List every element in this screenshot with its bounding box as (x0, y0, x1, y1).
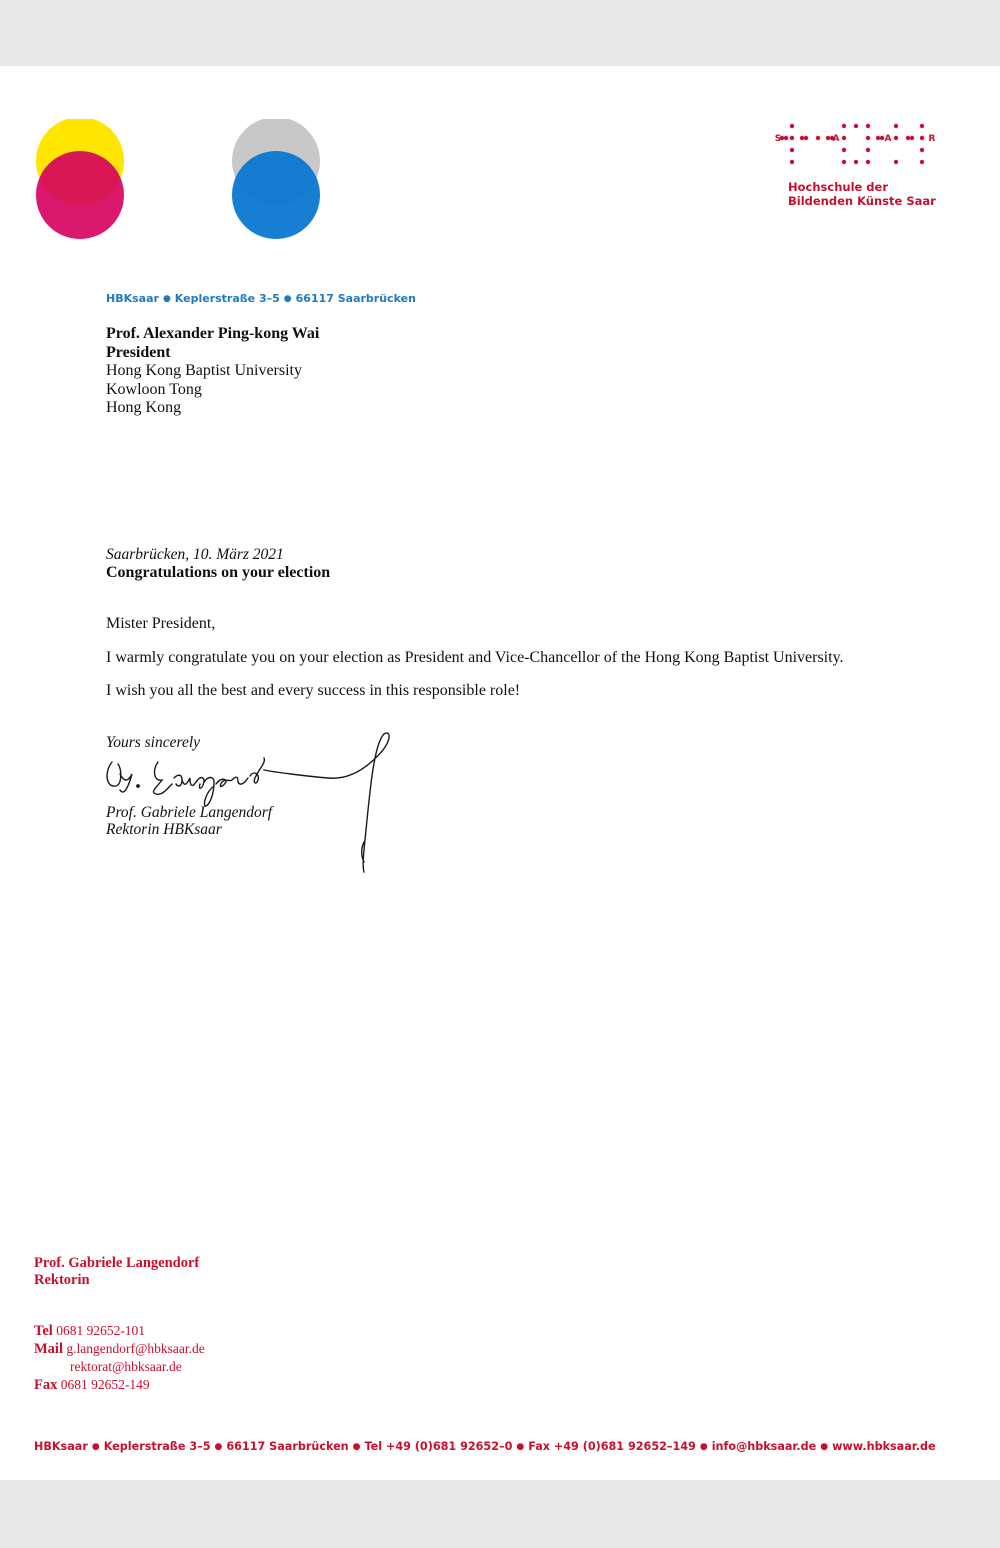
logo-dot (842, 160, 846, 164)
sender-city: 66117 Saarbrücken (295, 292, 416, 305)
hbk-logo (760, 116, 950, 208)
tel-value: 0681 92652-101 (56, 1323, 146, 1338)
logo-subtitle-line1: Hochschule der (788, 180, 889, 194)
logo-dot (894, 136, 898, 140)
logo-dot (920, 160, 924, 164)
footer-city: 66117 Saarbrücken (226, 1440, 349, 1453)
logo-letter: A (832, 134, 840, 144)
logo-dot (906, 136, 910, 140)
signer-name: Prof. Gabriele Langendorf (106, 804, 273, 821)
magenta-circle (36, 151, 124, 239)
recipient-institution: Hong Kong Baptist University (106, 362, 302, 379)
footer-org: HBKsaar (34, 1440, 88, 1453)
sidebar-name: Prof. Gabriele Langendorf (34, 1255, 200, 1271)
bullet-icon: ● (699, 1442, 708, 1452)
logo-letter: R (928, 134, 935, 144)
recipient-region: Hong Kong (106, 399, 182, 416)
logo-dot (920, 136, 924, 140)
sender-address-line (106, 292, 416, 305)
logo-dot (784, 136, 788, 140)
logo-letter: A (884, 134, 892, 144)
bullet-icon: ● (820, 1442, 829, 1452)
logo-dot (894, 124, 898, 128)
logo-dot (842, 148, 846, 152)
fax-value: 0681 92652-149 (60, 1376, 150, 1392)
sender-sidebar (34, 1255, 199, 1289)
letter-page (0, 66, 1000, 1480)
bullet-icon: ● (516, 1442, 525, 1452)
logo-dot (920, 124, 924, 128)
logo-dot (866, 148, 870, 152)
bullet-icon: ● (91, 1442, 100, 1452)
logo-dot (866, 160, 870, 164)
logo-dot (800, 136, 804, 140)
sender-street: Keplerstraße 3–5 (174, 292, 280, 305)
signer-role: Rektorin HBKsaar (106, 821, 222, 838)
body-paragraph-1: I warmly congratulate you on your election as President and Vice-Chancellor of the Hong Kong Baptist University. (106, 648, 844, 666)
bullet-icon: ● (352, 1442, 361, 1452)
letter-body (106, 615, 886, 716)
contact-details (34, 1322, 205, 1394)
recipient-address (106, 325, 319, 418)
logo-circles (36, 119, 326, 241)
footer-tel: Tel +49 (0)681 92652–0 (364, 1440, 513, 1453)
footer-email: info@hbksaar.de (711, 1440, 817, 1453)
logo-dot (854, 124, 858, 128)
sender-org: HBKsaar (106, 292, 159, 305)
logo-dot (826, 136, 830, 140)
footer-fax: Fax +49 (0)681 92652–149 (528, 1440, 696, 1453)
logo-dot (790, 136, 794, 140)
bullet-icon: ● (214, 1442, 223, 1452)
logo-dot (790, 148, 794, 152)
sidebar-role: Rektorin (34, 1272, 90, 1288)
recipient-name: Prof. Alexander Ping-kong Wai (106, 325, 320, 342)
logo-dot (842, 124, 846, 128)
logo-dot (842, 136, 846, 140)
bullet-icon: ● (283, 294, 292, 304)
mail-value-2: rektorat@hbksaar.de (70, 1359, 182, 1375)
footer-street: Keplerstraße 3–5 (103, 1440, 211, 1453)
blue-circle (232, 151, 320, 239)
logo-dot (816, 136, 820, 140)
logo-dot (876, 136, 880, 140)
signer-block (106, 804, 272, 838)
logo-subtitle-line2: Bildenden Künste Saar (788, 194, 936, 208)
logo-dot (804, 136, 808, 140)
letter-subject: Congratulations on your election (106, 564, 331, 581)
logo-dot (790, 160, 794, 164)
tel-label: Tel (34, 1323, 53, 1339)
salutation: Mister President, (106, 615, 216, 632)
logo-letter: S (774, 134, 782, 144)
recipient-title: President (106, 343, 171, 361)
fax-label: Fax (34, 1376, 58, 1393)
hbk-dot-logo (760, 116, 935, 171)
body-paragraph-2: I wish you all the best and every success in this responsible role! (106, 682, 521, 699)
bullet-icon: ● (162, 294, 171, 304)
letter-closing: Yours sincerely (106, 734, 201, 751)
letter-date: Saarbrücken, 10. März 2021 (106, 546, 284, 563)
logo-dot (866, 136, 870, 140)
mail-value-1: g.langendorf@hbksaar.de (66, 1341, 205, 1357)
logo-dot (920, 148, 924, 152)
logo-dot (790, 124, 794, 128)
footer-web: www.hbksaar.de (832, 1440, 936, 1453)
footer-address-line (34, 1440, 936, 1453)
logo-dot (866, 124, 870, 128)
recipient-district: Kowloon Tong (106, 380, 202, 398)
mail-label: Mail (34, 1341, 63, 1358)
handwritten-signature (98, 730, 398, 875)
logo-dot (894, 160, 898, 164)
logo-dot (854, 160, 858, 164)
logo-dot (910, 136, 914, 140)
